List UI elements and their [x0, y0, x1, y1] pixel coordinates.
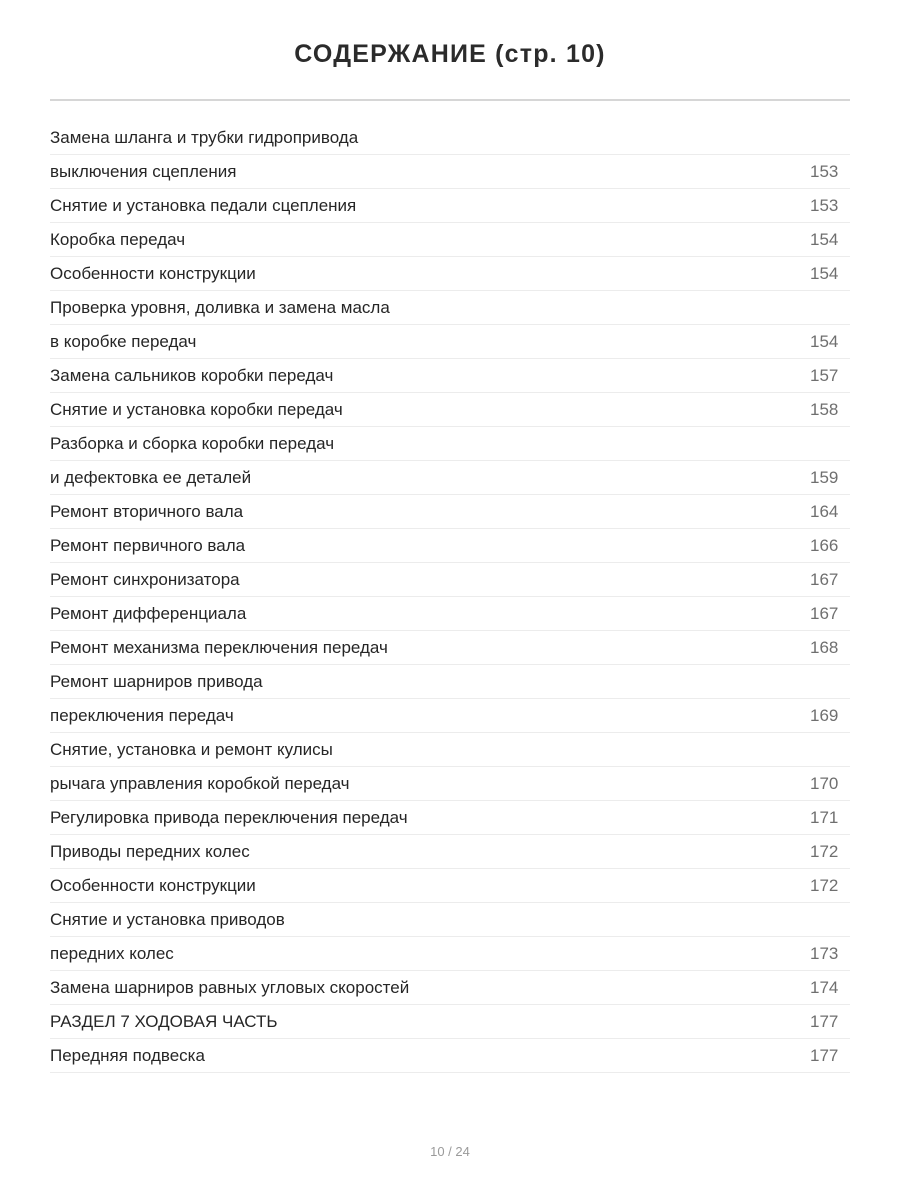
- toc-entry-page-number: 177: [810, 1045, 839, 1065]
- toc-entry-page-number: 170: [810, 773, 839, 793]
- toc-entry-page-number: 173: [810, 943, 839, 963]
- toc-entry[interactable]: [50, 325, 850, 359]
- toc-entry-page-number: 177: [810, 1011, 839, 1031]
- toc-entry[interactable]: [50, 699, 850, 733]
- table-of-contents: [50, 121, 850, 1073]
- toc-entry-title: Особенности конструкции: [50, 263, 256, 283]
- toc-entry[interactable]: [50, 461, 850, 495]
- toc-entry[interactable]: [50, 903, 850, 937]
- toc-entry-title: передних колес: [50, 943, 174, 963]
- page-indicator: 10 / 24: [430, 1144, 470, 1159]
- toc-entry-title: Ремонт синхронизатора: [50, 569, 240, 589]
- toc-entry-page-number: 174: [810, 977, 839, 997]
- toc-entry-title: Ремонт вторичного вала: [50, 501, 244, 521]
- toc-entry-page-number: 153: [810, 161, 839, 181]
- toc-entry-page-number: 172: [810, 841, 839, 861]
- toc-entry[interactable]: [50, 1039, 850, 1073]
- toc-entry-title: Ремонт шарниров привода: [50, 671, 263, 691]
- toc-entry-page-number: 167: [810, 569, 839, 589]
- toc-entry[interactable]: [50, 121, 850, 155]
- toc-entry[interactable]: [50, 223, 850, 257]
- toc-entry-title: Приводы передних колес: [50, 841, 250, 861]
- toc-entry-title: Замена сальников коробки передач: [50, 365, 334, 385]
- toc-entry-page-number: 157: [810, 365, 839, 385]
- toc-entry[interactable]: [50, 563, 850, 597]
- toc-entry[interactable]: [50, 631, 850, 665]
- toc-entry-page-number: 159: [810, 467, 839, 487]
- toc-entry[interactable]: [50, 835, 850, 869]
- toc-entry[interactable]: [50, 733, 850, 767]
- toc-entry-title: переключения передач: [50, 705, 234, 725]
- toc-entry-title: Особенности конструкции: [50, 875, 256, 895]
- toc-entry-page-number: 169: [810, 705, 839, 725]
- toc-entry-page-number: 154: [810, 229, 839, 249]
- page-title: СОДЕРЖАНИЕ (стр. 10): [294, 40, 606, 68]
- toc-entry-page-number: 164: [810, 501, 839, 521]
- toc-entry-page-number: 172: [810, 875, 839, 895]
- toc-entry-page-number: 153: [810, 195, 839, 215]
- toc-entry-page-number: 167: [810, 603, 839, 623]
- title-divider: [50, 99, 850, 101]
- toc-entry-title: Регулировка привода переключения передач: [50, 807, 408, 827]
- toc-entry-title: рычага управления коробкой передач: [50, 773, 350, 793]
- toc-entry[interactable]: [50, 291, 850, 325]
- toc-entry-title: и дефектовка ее деталей: [50, 467, 252, 487]
- toc-entry-title: Проверка уровня, доливка и замена масла: [50, 297, 390, 317]
- toc-entry-title: Разборка и сборка коробки передач: [50, 433, 335, 453]
- toc-entry-title: Снятие, установка и ремонт кулисы: [50, 739, 333, 759]
- toc-entry-page-number: 166: [810, 535, 839, 555]
- toc-entry[interactable]: [50, 393, 850, 427]
- toc-entry[interactable]: [50, 937, 850, 971]
- toc-entry-title: в коробке передач: [50, 331, 197, 351]
- toc-entry[interactable]: [50, 189, 850, 223]
- toc-entry-title: Замена шарниров равных угловых скоростей: [50, 977, 410, 997]
- toc-entry[interactable]: [50, 427, 850, 461]
- toc-entry-title: Ремонт дифференциала: [50, 603, 247, 623]
- toc-entry-title: Ремонт механизма переключения передач: [50, 637, 388, 657]
- toc-entry-title: Снятие и установка приводов: [50, 909, 285, 929]
- toc-entry[interactable]: [50, 359, 850, 393]
- toc-entry[interactable]: [50, 971, 850, 1005]
- toc-entry-page-number: 158: [810, 399, 839, 419]
- toc-entry-title: выключения сцепления: [50, 161, 237, 181]
- toc-entry-title: Снятие и установка педали сцепления: [50, 195, 357, 215]
- toc-entry[interactable]: [50, 1005, 850, 1039]
- toc-entry-page-number: 171: [810, 807, 839, 827]
- toc-entry[interactable]: [50, 869, 850, 903]
- toc-entry-title: Снятие и установка коробки передач: [50, 399, 343, 419]
- toc-entry-page-number: 168: [810, 637, 839, 657]
- toc-entry[interactable]: [50, 665, 850, 699]
- toc-entry-title: Передняя подвеска: [50, 1045, 205, 1065]
- toc-entry[interactable]: [50, 597, 850, 631]
- toc-entry[interactable]: [50, 801, 850, 835]
- toc-entry-page-number: 154: [810, 331, 839, 351]
- toc-entry[interactable]: [50, 767, 850, 801]
- toc-entry[interactable]: [50, 257, 850, 291]
- toc-entry-page-number: 154: [810, 263, 839, 283]
- toc-entry-title: Коробка передач: [50, 229, 186, 249]
- toc-entry[interactable]: [50, 155, 850, 189]
- toc-entry-title: Ремонт первичного вала: [50, 535, 246, 555]
- toc-entry[interactable]: [50, 529, 850, 563]
- toc-entry[interactable]: [50, 495, 850, 529]
- toc-entry-title: Замена шланга и трубки гидропривода: [50, 127, 359, 147]
- toc-entry-title: РАЗДЕЛ 7 ХОДОВАЯ ЧАСТЬ: [50, 1011, 278, 1031]
